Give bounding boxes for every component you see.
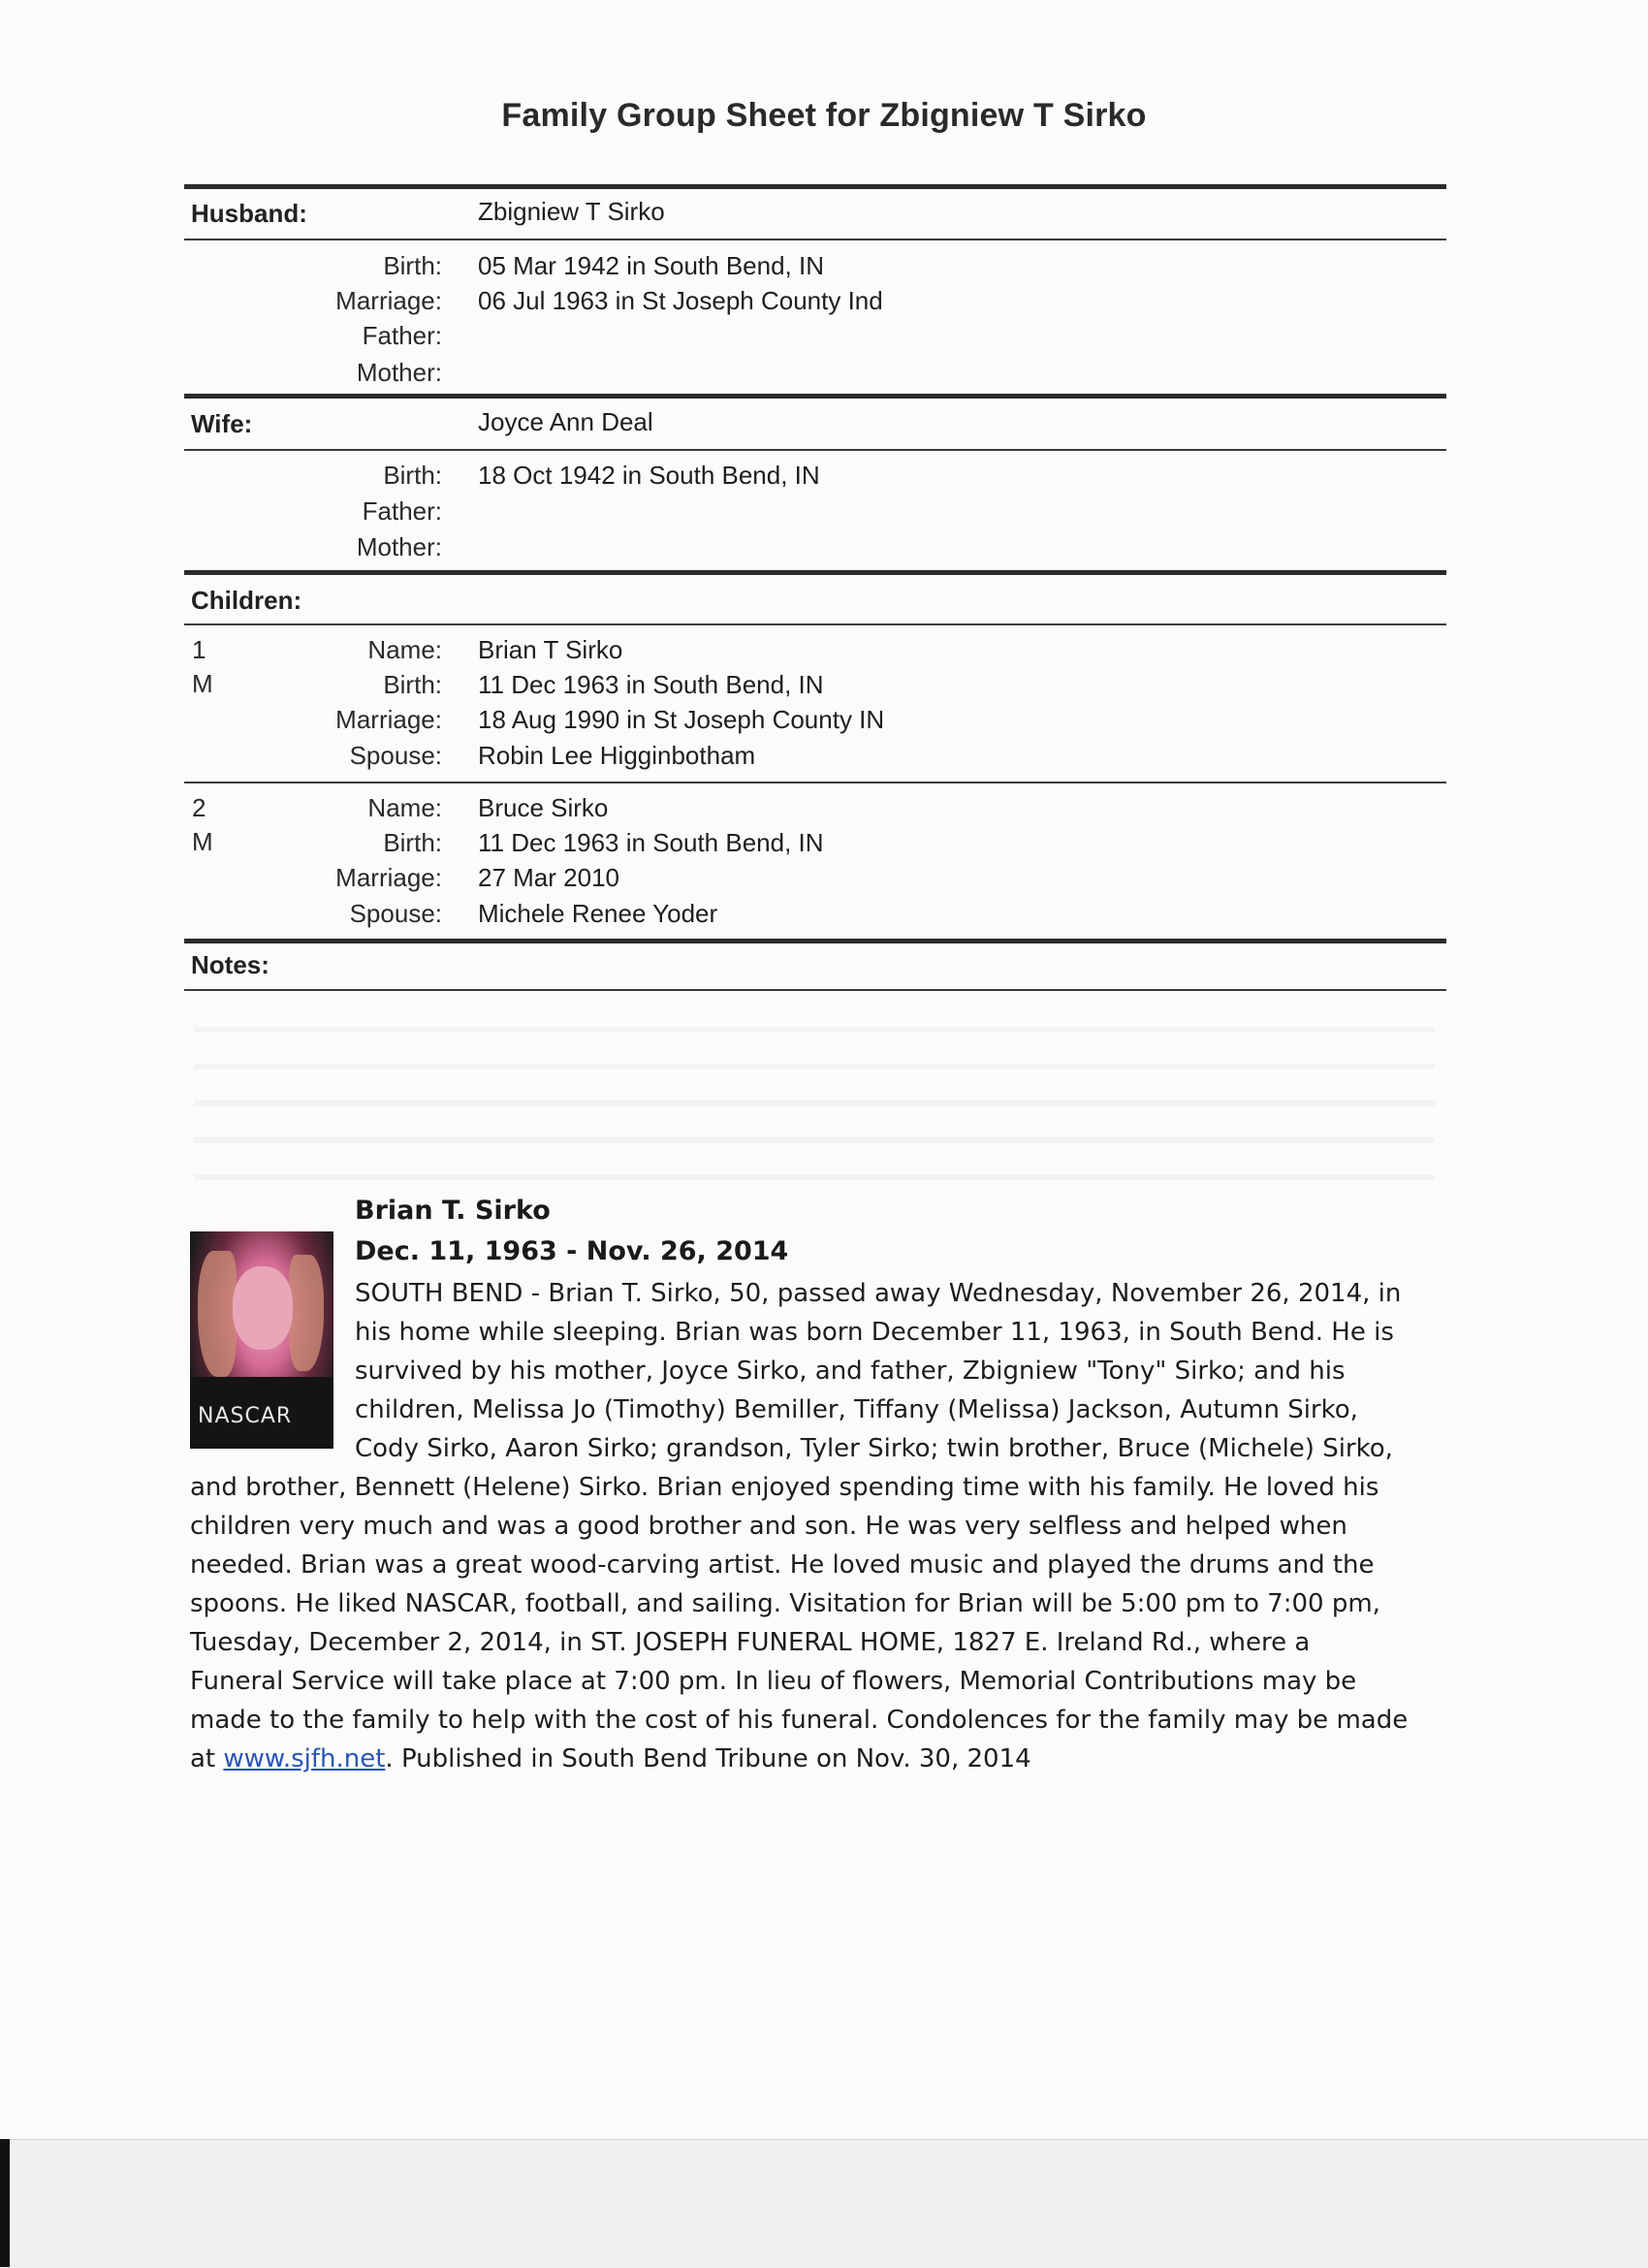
wife-mother-label: Mother: xyxy=(356,532,442,561)
obituary-last-line xyxy=(190,1740,1031,1778)
child-birth: 11 Dec 1963 in South Bend, IN xyxy=(478,828,824,857)
child-spouse: Robin Lee Higginbotham xyxy=(478,741,756,770)
child-sex: M xyxy=(192,669,213,698)
child-birth-label: Birth: xyxy=(383,828,442,857)
photo-hair xyxy=(198,1251,237,1377)
photo-face xyxy=(233,1266,293,1350)
obituary-photo xyxy=(190,1231,333,1449)
obituary-line: and brother, Bennett (Helene) Sirko. Brian enjoyed spending time with his family. He loved his xyxy=(190,1473,1379,1502)
wife-label: Wife: xyxy=(191,409,253,438)
notes-label: Notes: xyxy=(191,950,269,979)
husband-mother-label: Mother: xyxy=(356,358,442,387)
row-divider xyxy=(184,239,1446,240)
obituary-line: Tuesday, December 2, 2014, in ST. JOSEPH FUNERAL HOME, 1827 E. Ireland Rd., where a xyxy=(190,1628,1311,1657)
obituary-line: survived by his mother, Joyce Sirko, and father, Zbigniew "Tony" Sirko; and his xyxy=(355,1357,1346,1386)
children-label: Children: xyxy=(191,586,302,615)
row-divider xyxy=(184,449,1446,451)
obituary-name: Brian T. Sirko xyxy=(355,1196,551,1226)
section-divider xyxy=(184,184,1446,189)
section-divider xyxy=(184,939,1446,943)
husband-birth-label: Birth: xyxy=(383,251,442,280)
child-number: 2 xyxy=(192,793,206,822)
photo-hair xyxy=(289,1255,324,1371)
obituary-line: children, Melissa Jo (Timothy) Bemiller, Tiffany (Melissa) Jackson, Autumn Sirko, xyxy=(355,1395,1358,1424)
child-name-label: Name: xyxy=(367,793,442,822)
obituary-dates: Dec. 11, 1963 - Nov. 26, 2014 xyxy=(355,1236,789,1266)
child-birth: 11 Dec 1963 in South Bend, IN xyxy=(478,670,824,699)
child-marriage: 18 Aug 1990 in St Joseph County IN xyxy=(478,705,885,734)
child-name: Brian T Sirko xyxy=(478,635,623,664)
photo-shirt-text: NASCAR xyxy=(198,1404,293,1428)
obituary-line: children very much and was a good brother and son. He was very selfless and helped when xyxy=(190,1512,1347,1541)
child-spouse: Michele Renee Yoder xyxy=(478,899,718,928)
child-number: 1 xyxy=(192,635,206,664)
husband-marriage: 06 Jul 1963 in St Joseph County Ind xyxy=(478,286,883,315)
obituary-line: SOUTH BEND - Brian T. Sirko, 50, passed away Wednesday, November 26, 2014, in xyxy=(355,1279,1402,1308)
obituary-line-prefix: at xyxy=(190,1744,224,1773)
obituary-line: needed. Brian was a great wood-carving artist. He loved music and played the drums and the xyxy=(190,1550,1375,1580)
child-spouse-label: Spouse: xyxy=(349,899,442,928)
obituary-line: spoons. He liked NASCAR, football, and sailing. Visitation for Brian will be 5:00 pm to 7:00 pm, xyxy=(190,1589,1380,1618)
page-title: Family Group Sheet for Zbigniew T Sirko xyxy=(501,97,1147,134)
wife-name: Joyce Ann Deal xyxy=(478,407,653,436)
obituary-line: his home while sleeping. Brian was born December 11, 1963, in South Bend. He is xyxy=(355,1318,1394,1347)
row-divider xyxy=(184,782,1446,783)
bleed-through-texture xyxy=(194,1004,1435,1188)
obituary-line: Cody Sirko, Aaron Sirko; grandson, Tyler Sirko; twin brother, Bruce (Michele) Sirko, xyxy=(355,1434,1393,1463)
row-divider xyxy=(184,989,1446,991)
husband-marriage-label: Marriage: xyxy=(335,286,442,315)
child-marriage: 27 Mar 2010 xyxy=(478,863,619,892)
section-divider xyxy=(184,394,1446,399)
obituary-line-suffix: . Published in South Bend Tribune on Nov. 30, 2014 xyxy=(385,1744,1031,1773)
husband-birth: 05 Mar 1942 in South Bend, IN xyxy=(478,251,825,280)
obituary-line: Funeral Service will take place at 7:00 pm. In lieu of flowers, Memorial Contributions may be xyxy=(190,1667,1357,1696)
scan-edge-mark xyxy=(0,2139,10,2267)
wife-father-label: Father: xyxy=(362,496,442,526)
child-name-label: Name: xyxy=(367,635,442,664)
obituary-line: made to the family to help with the cost of his funeral. Condolences for the family may be made xyxy=(190,1706,1409,1735)
row-divider xyxy=(184,623,1446,625)
husband-father-label: Father: xyxy=(362,321,442,350)
child-spouse-label: Spouse: xyxy=(349,741,442,770)
child-marriage-label: Marriage: xyxy=(335,705,442,734)
child-sex: M xyxy=(192,827,213,856)
funeral-home-link[interactable]: www.sjfh.net xyxy=(223,1744,386,1773)
wife-birth: 18 Oct 1942 in South Bend, IN xyxy=(478,461,820,490)
wife-birth-label: Birth: xyxy=(383,461,442,490)
scan-bottom-margin xyxy=(0,2139,1648,2268)
child-name: Bruce Sirko xyxy=(478,793,609,822)
section-divider xyxy=(184,570,1446,575)
child-marriage-label: Marriage: xyxy=(335,863,442,892)
child-birth-label: Birth: xyxy=(383,670,442,699)
husband-label: Husband: xyxy=(191,199,307,228)
husband-name: Zbigniew T Sirko xyxy=(478,197,665,226)
